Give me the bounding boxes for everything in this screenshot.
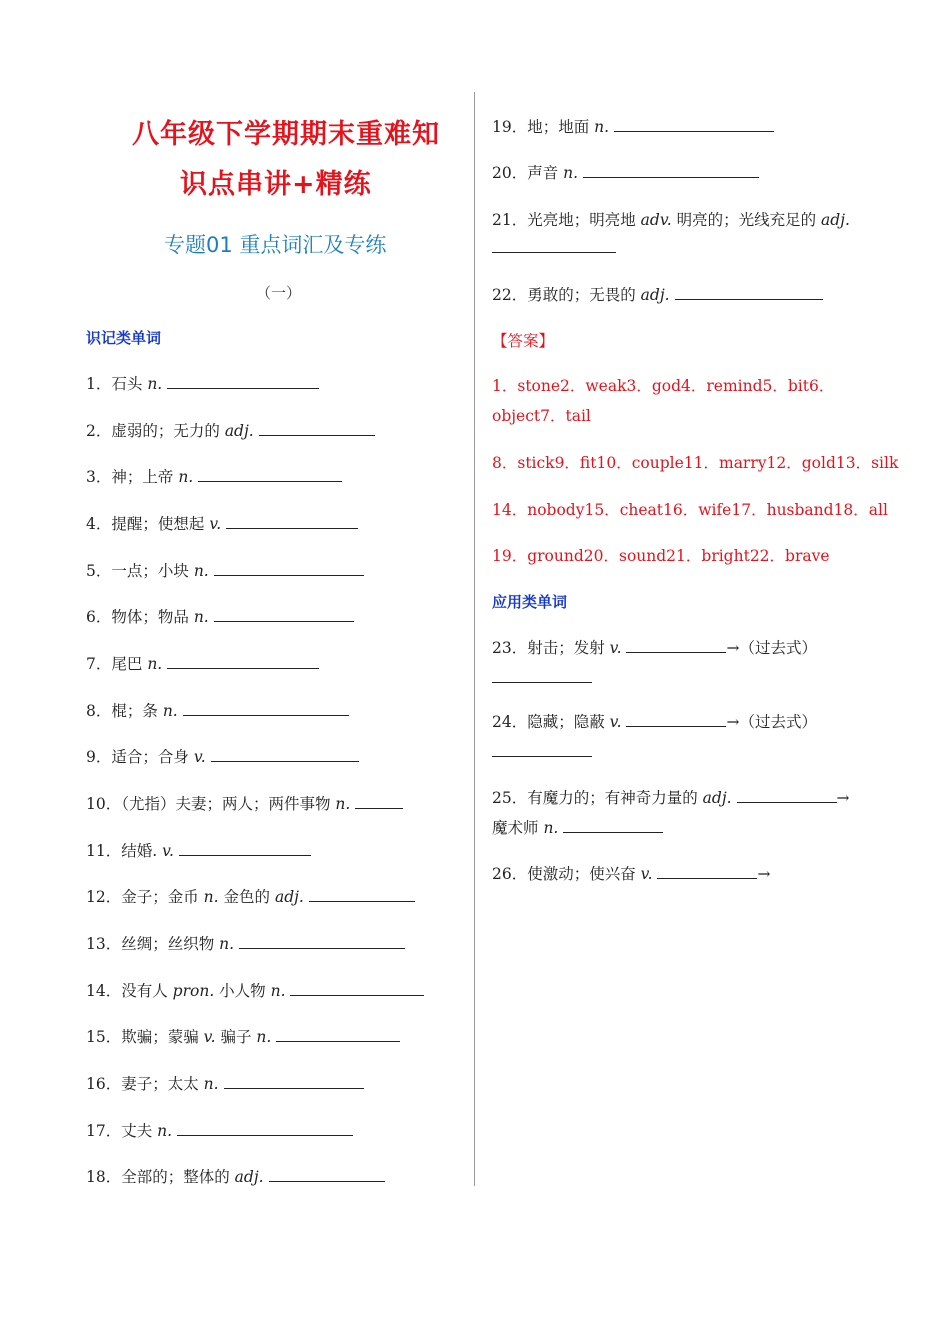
answer-blank[interactable]	[290, 981, 424, 996]
answer-blank[interactable]	[214, 561, 364, 576]
vocab-item: 21．光亮地；明亮地 adv. 明亮的；光线充足的 adj.	[492, 211, 850, 229]
vocab-item: 2．虚弱的；无力的 adj.	[86, 419, 375, 441]
section-heading-memorize: 识记类单词	[86, 329, 162, 347]
vocab-item: 10．（尤指）夫妻；两人；两件事物 n.	[86, 792, 403, 814]
answer-blank[interactable]	[657, 864, 757, 879]
answer-blank[interactable]	[492, 742, 592, 757]
answer-line: 1．stone2．weak3．god4．remind5．bit6．	[492, 377, 835, 395]
doc-title-line1: 八年级下学期期末重难知	[132, 119, 440, 150]
vocab-item: 16．妻子；太太 n.	[86, 1072, 364, 1094]
vocab-item: 15．欺骗；蒙骗 v. 骗子 n.	[86, 1025, 400, 1047]
vocab-item: 14．没有人 pron. 小人物 n.	[86, 979, 424, 1001]
answer-heading: 【答案】	[492, 332, 555, 350]
vocab-item: 5．一点；小块 n.	[86, 559, 364, 581]
vocab-item-continuation: 魔术师 n.	[492, 816, 663, 838]
answer-blank[interactable]	[675, 285, 823, 300]
answer-blank[interactable]	[198, 467, 342, 482]
vocab-item: 13．丝绸；丝织物 n.	[86, 932, 405, 954]
answer-blank[interactable]	[492, 238, 616, 253]
vocab-item: 7．尾巴 n.	[86, 652, 319, 674]
vocab-item: 22．勇敢的；无畏的 adj.	[492, 283, 823, 305]
vocab-item: 20．声音 n.	[492, 161, 759, 183]
answer-blank[interactable]	[737, 788, 837, 803]
vocab-item: 11．结婚. v.	[86, 839, 311, 861]
answer-blank[interactable]	[355, 794, 403, 809]
answer-blank[interactable]	[167, 374, 319, 389]
vocab-item: 17．丈夫 n.	[86, 1119, 353, 1141]
answer-blank[interactable]	[269, 1167, 385, 1182]
answer-blank[interactable]	[563, 818, 663, 833]
answer-blank[interactable]	[214, 607, 354, 622]
answer-blank[interactable]	[626, 638, 726, 653]
vocab-item: 12．金子；金币 n. 金色的 adj.	[86, 885, 415, 907]
vocab-item: 1．石头 n.	[86, 372, 319, 394]
vocab-item: 3．神；上帝 n.	[86, 465, 342, 487]
answer-blank[interactable]	[239, 934, 405, 949]
answer-blank[interactable]	[626, 712, 726, 727]
vocab-item: 23．射击；发射 v. →（过去式）	[492, 639, 817, 657]
answer-blank[interactable]	[211, 747, 359, 762]
vocab-item: 19．地；地面 n.	[492, 115, 774, 137]
answer-line: 14．nobody15．cheat16．wife17．husband18．all	[492, 501, 888, 519]
vocab-item: 9．适合；合身 v.	[86, 745, 359, 767]
vocab-item: 26．使激动；使兴奋 v. →	[492, 865, 771, 883]
answer-blank[interactable]	[583, 163, 759, 178]
part-label: （一）	[256, 284, 302, 302]
vocab-item: 18．全部的；整体的 adj.	[86, 1165, 385, 1187]
column-divider	[474, 92, 475, 1186]
answer-blank[interactable]	[309, 887, 415, 902]
answer-blank[interactable]	[226, 514, 358, 529]
answer-blank[interactable]	[259, 421, 375, 436]
answer-blank[interactable]	[179, 841, 311, 856]
vocab-item: 25．有魔力的；有神奇力量的 adj. →	[492, 789, 850, 807]
answer-blank[interactable]	[276, 1027, 400, 1042]
answer-line: 19．ground20．sound21．bright22．brave	[492, 547, 830, 565]
doc-title-line2: 识点串讲+精练	[180, 169, 372, 200]
answer-blank[interactable]	[183, 701, 349, 716]
answer-blank[interactable]	[614, 117, 774, 132]
section-heading-apply: 应用类单词	[492, 593, 568, 611]
vocab-item: 6．物体；物品 n.	[86, 605, 354, 627]
answer-blank[interactable]	[167, 654, 319, 669]
answer-line: 8．stick9．fit10．couple11．marry12．gold13．silk	[492, 454, 899, 472]
answer-blank[interactable]	[492, 668, 592, 683]
doc-subtitle: 专题01 重点词汇及专练	[164, 233, 387, 257]
answer-blank[interactable]	[224, 1074, 364, 1089]
answer-blank[interactable]	[177, 1121, 353, 1136]
vocab-item: 8．棍；条 n.	[86, 699, 349, 721]
answer-line: object7．tail	[492, 407, 591, 425]
vocab-item: 24．隐藏；隐蔽 v. →（过去式）	[492, 713, 817, 731]
vocab-item: 4．提醒；使想起 v.	[86, 512, 358, 534]
